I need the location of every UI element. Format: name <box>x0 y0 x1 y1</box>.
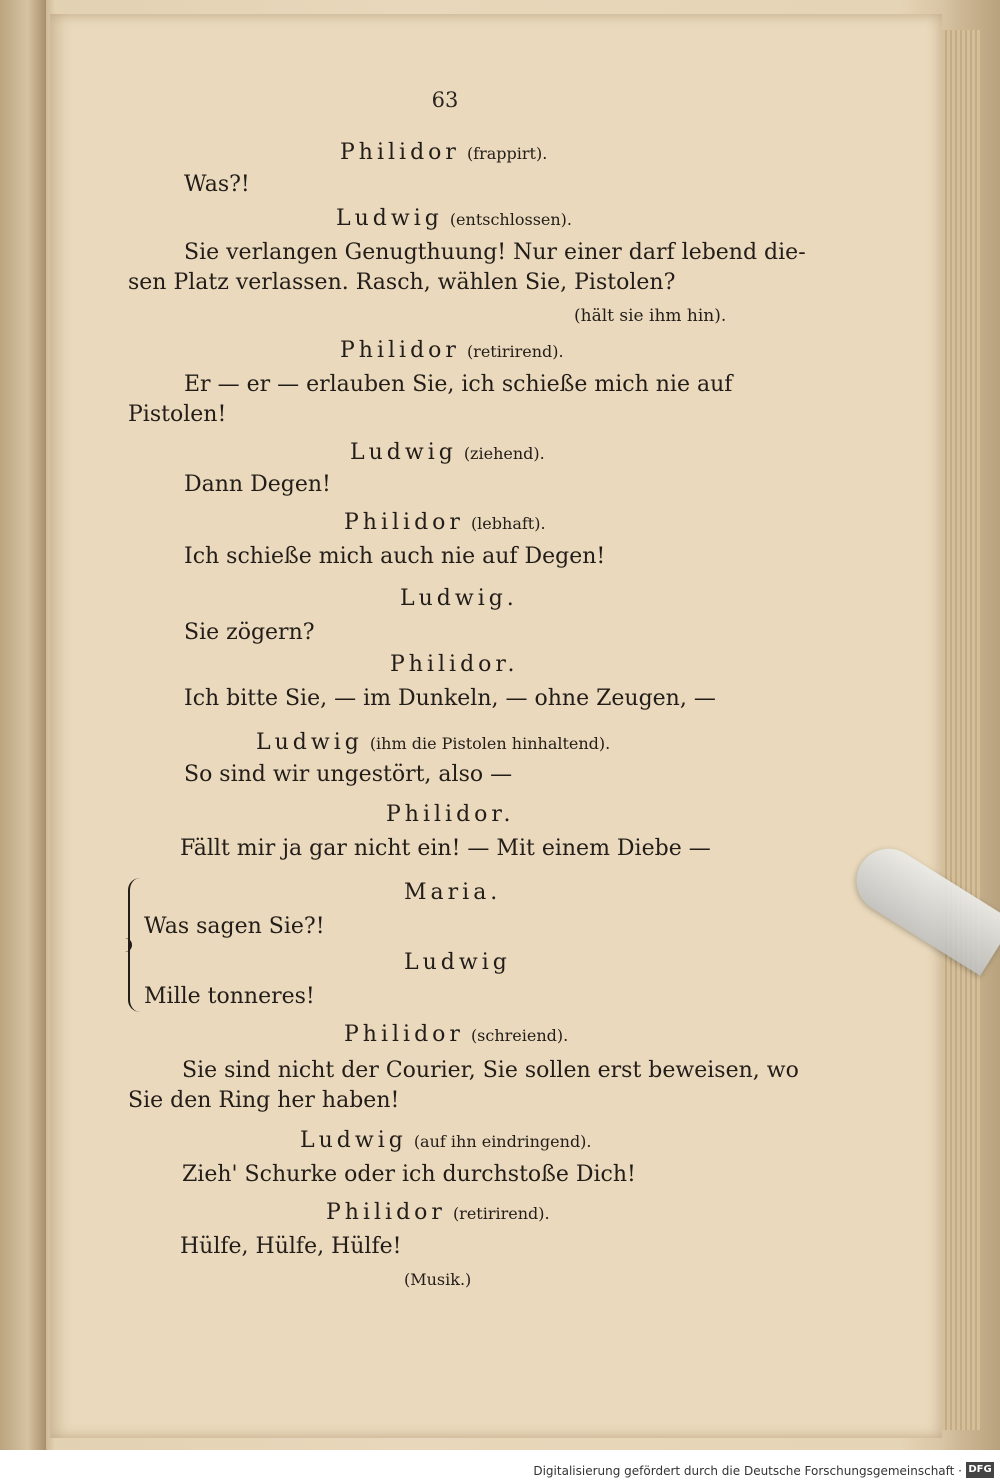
speaker-name: Philidor <box>340 338 460 363</box>
speaker-name: Philidor <box>326 1200 446 1225</box>
speaker-name: Maria. <box>404 880 502 905</box>
speech-line: Ich bitte Sie, — im Dunkeln, — ohne Zeugen, — <box>184 686 716 711</box>
speech-line: Dann Degen! <box>184 472 331 497</box>
speaker-name: Philidor <box>340 140 460 165</box>
speech-line: Was?! <box>184 172 250 197</box>
speaker-line <box>344 1022 568 1047</box>
speech-line: Hülfe, Hülfe, Hülfe! <box>180 1234 402 1259</box>
speaker-line <box>326 1200 550 1225</box>
speaker-name: Ludwig <box>404 950 511 975</box>
stage-direction: (schreiend). <box>470 1026 569 1045</box>
speaker-name: Ludwig <box>300 1128 407 1153</box>
speaker-line <box>386 802 515 827</box>
speaker-line <box>400 586 518 611</box>
speech-line: Was sagen Sie?! <box>144 914 325 939</box>
stage-direction: (retirirend). <box>466 342 564 361</box>
speaker-name: Ludwig <box>256 730 363 755</box>
speaker-name: Philidor <box>344 1022 464 1047</box>
left-page-edge <box>0 0 46 1450</box>
speaker-line <box>404 950 511 975</box>
footer-credit: Digitalisierung gefördert durch die Deutsche Forschungsgemeinschaft · <box>533 1464 962 1478</box>
speech-line: Sie verlangen Genugthuung! Nur einer darf lebend die- <box>184 240 806 265</box>
page-number: 63 <box>431 88 459 112</box>
speaker-line <box>300 1128 592 1153</box>
speaker-line <box>350 440 545 465</box>
page-stack-edge <box>942 30 980 1430</box>
speaker-name: Ludwig <box>350 440 457 465</box>
speech-line: Sie zögern? <box>184 620 315 645</box>
stage-direction: (frappirt). <box>466 144 548 163</box>
stage-direction: (hält sie ihm hin). <box>574 306 727 326</box>
stage-direction: (entschlossen). <box>449 210 573 229</box>
speaker-name: Philidor. <box>390 652 519 677</box>
speaker-line <box>340 140 547 165</box>
speaker-line <box>404 880 501 905</box>
speaker-line <box>256 730 610 755</box>
stage-direction: (retirirend). <box>452 1204 550 1223</box>
speaker-name: Ludwig <box>336 206 443 231</box>
speaker-line <box>340 338 564 363</box>
speaker-name: Ludwig. <box>400 586 518 611</box>
speech-line: Sie sind nicht der Courier, Sie sollen erst beweisen, wo <box>182 1058 799 1083</box>
speech-line: Zieh' Schurke oder ich durchstoße Dich! <box>182 1162 636 1187</box>
stage-direction: (Musik.) <box>404 1270 472 1289</box>
speaker-line <box>390 652 519 677</box>
speech-line: Er — er — erlauben Sie, ich schieße mich nie auf <box>184 372 733 397</box>
stage-direction: (lebhaft). <box>470 514 546 533</box>
speech-line: Fällt mir ja gar nicht ein! — Mit einem Diebe — <box>180 836 711 861</box>
speech-line: Mille tonneres! <box>144 984 315 1009</box>
stage-direction: (ihm die Pistolen hinhaltend). <box>369 734 611 753</box>
stage-direction: (auf ihn eindringend). <box>413 1132 592 1151</box>
speaker-line <box>336 206 572 231</box>
speaker-name: Philidor <box>344 510 464 535</box>
stage-direction: (ziehend). <box>463 444 545 463</box>
speech-line: Ich schieße mich auch nie auf Degen! <box>184 544 606 569</box>
speech-line: Sie den Ring her haben! <box>128 1088 400 1113</box>
speech-line: Pistolen! <box>128 402 227 427</box>
speaker-name: Philidor. <box>386 802 515 827</box>
speech-line: So sind wir ungestört, also — <box>184 762 513 787</box>
speech-line: sen Platz verlassen. Rasch, wählen Sie, Pistolen? <box>128 270 676 295</box>
speaker-line <box>344 510 546 535</box>
dfg-logo: DFG <box>966 1462 994 1478</box>
